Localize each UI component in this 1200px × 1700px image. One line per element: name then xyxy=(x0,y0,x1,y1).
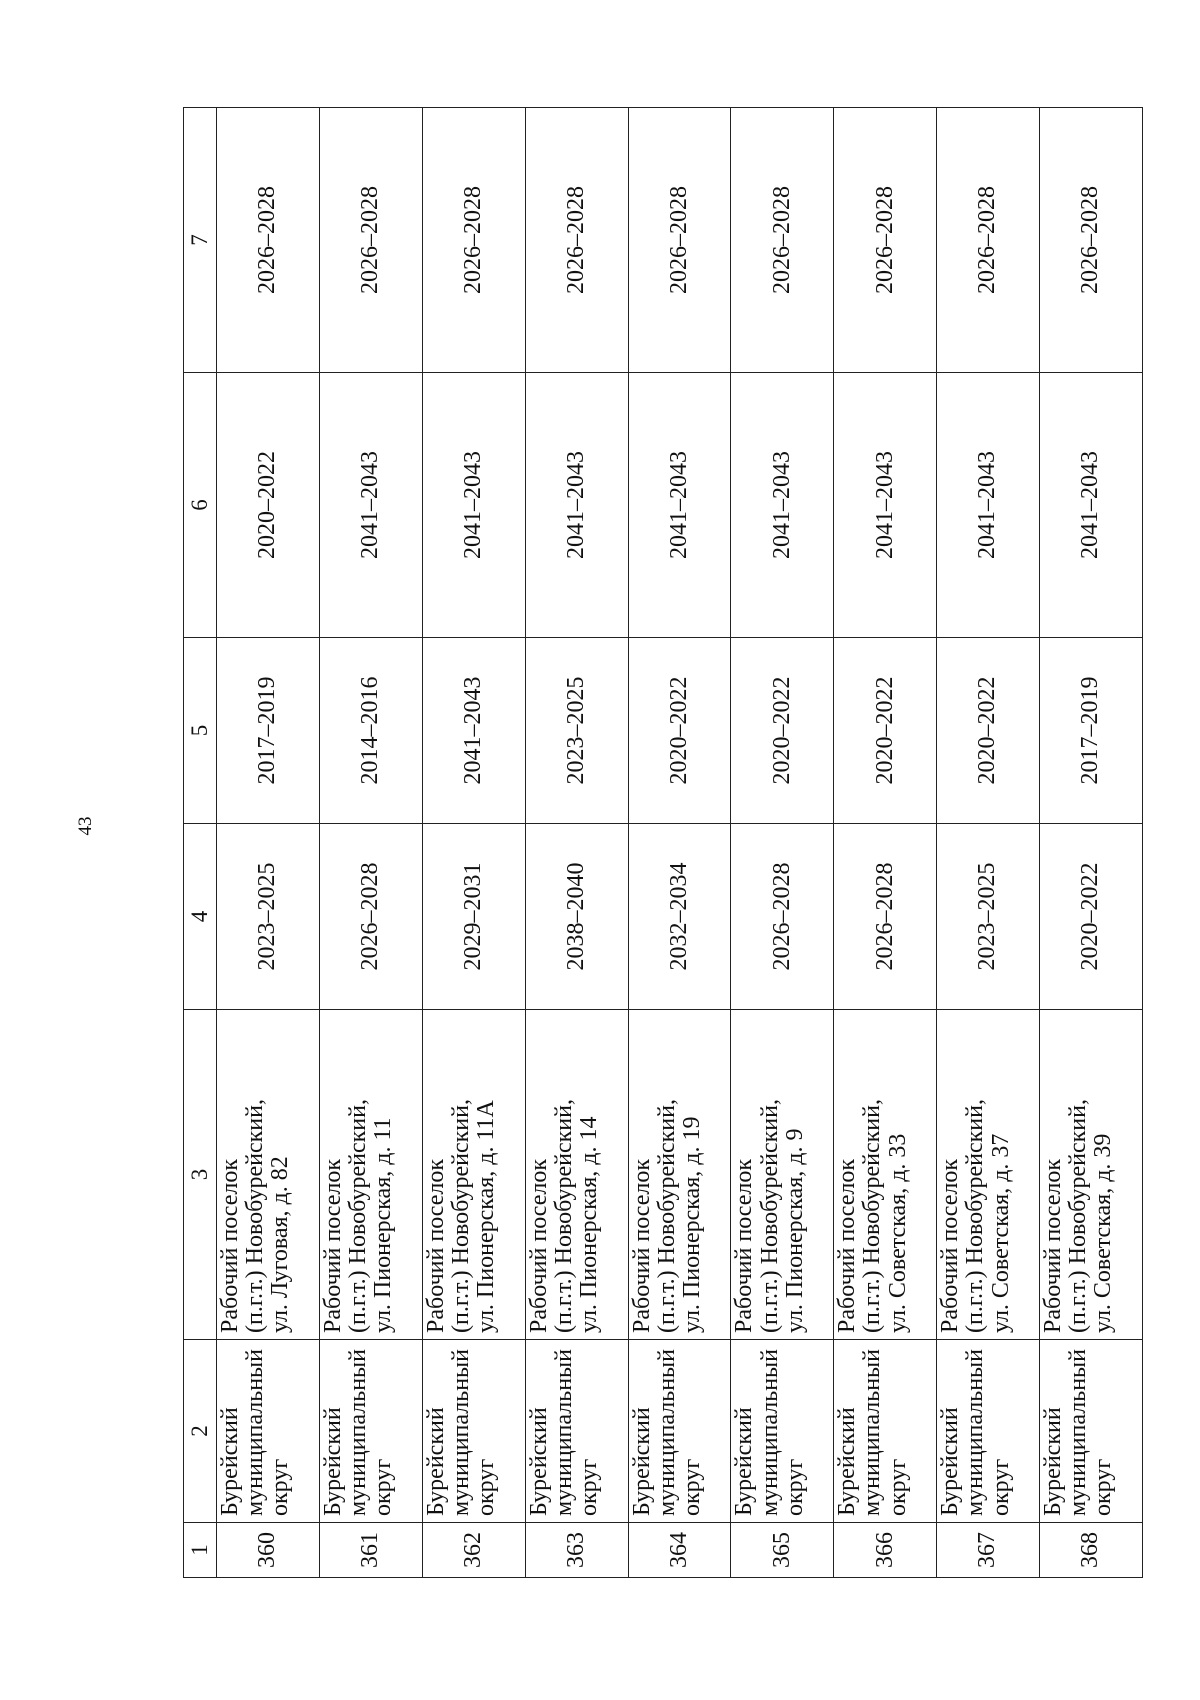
address-cell-line: Рабочий поселок xyxy=(217,1158,243,1333)
table-row xyxy=(628,108,731,1578)
period-col-5: 2020–2022 xyxy=(628,638,731,824)
district-cell xyxy=(937,1340,1040,1523)
address-cell-line: (п.г.т.) Новобурейский, xyxy=(1065,1099,1092,1333)
col-header-2: 2 xyxy=(184,1340,217,1523)
address-cell xyxy=(731,1010,834,1340)
district-cell-line: округ xyxy=(987,1458,1014,1516)
address-cell-line: ул. Пионерская, д. 11А xyxy=(473,1100,500,1333)
row-number: 361 xyxy=(319,1523,422,1578)
district-cell-line: муниципальный xyxy=(653,1348,680,1516)
period-col-5: 2020–2022 xyxy=(731,638,834,824)
period-col-4: 2029–2031 xyxy=(422,824,525,1010)
district-cell-line: округ xyxy=(267,1458,294,1516)
table-row xyxy=(1040,108,1143,1578)
row-number: 366 xyxy=(834,1523,937,1578)
table-row xyxy=(834,108,937,1578)
address-cell-line: ул. Пионерская, д. 11 xyxy=(370,1117,397,1333)
period-col-4: 2032–2034 xyxy=(628,824,731,1010)
district-cell-line: Бурейский xyxy=(628,1407,655,1516)
district-cell-line: Бурейский xyxy=(319,1407,346,1516)
district-cell-line: муниципальный xyxy=(1065,1348,1092,1516)
col-header-5: 5 xyxy=(184,638,217,824)
district-cell-line: муниципальный xyxy=(242,1348,269,1516)
period-col-6: 2020–2022 xyxy=(217,373,320,638)
table-row xyxy=(319,108,422,1578)
rotated-table-container xyxy=(183,108,1143,1578)
period-col-6: 2041–2043 xyxy=(834,373,937,638)
period-col-4: 2038–2040 xyxy=(525,824,628,1010)
housing-schedule-table xyxy=(183,107,1143,1578)
period-col-5: 2020–2022 xyxy=(937,638,1040,824)
address-cell-line: Рабочий поселок xyxy=(834,1158,861,1333)
district-cell xyxy=(422,1340,525,1523)
period-col-4: 2026–2028 xyxy=(731,824,834,1010)
header-row xyxy=(184,108,217,1578)
table-row xyxy=(937,108,1040,1578)
col-header-4: 4 xyxy=(184,824,217,1010)
period-col-6: 2041–2043 xyxy=(937,373,1040,638)
col-header-3: 3 xyxy=(184,1010,217,1340)
period-col-7: 2026–2028 xyxy=(628,108,731,373)
address-cell-line: (п.г.т.) Новобурейский, xyxy=(653,1099,680,1333)
address-cell xyxy=(628,1010,731,1340)
address-cell xyxy=(217,1010,320,1340)
period-col-7: 2026–2028 xyxy=(525,108,628,373)
district-cell xyxy=(834,1340,937,1523)
district-cell-line: муниципальный xyxy=(859,1348,886,1516)
address-cell-line: Рабочий поселок xyxy=(731,1158,758,1333)
address-cell-line: Рабочий поселок xyxy=(1040,1158,1066,1333)
address-cell xyxy=(525,1010,628,1340)
period-col-7: 2026–2028 xyxy=(937,108,1040,373)
district-cell xyxy=(217,1340,320,1523)
period-col-5: 2020–2022 xyxy=(834,638,937,824)
district-cell xyxy=(525,1340,628,1523)
address-cell-line: Рабочий поселок xyxy=(319,1158,346,1333)
address-cell-line: (п.г.т.) Новобурейский, xyxy=(550,1099,577,1333)
period-col-6: 2041–2043 xyxy=(628,373,731,638)
period-col-6: 2041–2043 xyxy=(525,373,628,638)
district-cell-line: муниципальный xyxy=(756,1348,783,1516)
address-cell xyxy=(319,1010,422,1340)
period-col-7: 2026–2028 xyxy=(319,108,422,373)
district-cell-line: Бурейский xyxy=(525,1407,552,1516)
col-header-7: 7 xyxy=(184,108,217,373)
district-cell-line: муниципальный xyxy=(962,1348,989,1516)
address-cell xyxy=(1040,1010,1143,1340)
period-col-4: 2026–2028 xyxy=(319,824,422,1010)
table-row xyxy=(422,108,525,1578)
address-cell-line: (п.г.т.) Новобурейский, xyxy=(242,1099,269,1333)
district-cell-line: округ xyxy=(884,1458,911,1516)
district-cell-line: Бурейский xyxy=(731,1407,758,1516)
district-cell-line: муниципальный xyxy=(345,1348,372,1516)
table-row xyxy=(731,108,834,1578)
address-cell-line: ул. Луговая, д. 82 xyxy=(267,1156,294,1333)
address-cell-line: ул. Пионерская, д. 19 xyxy=(678,1116,705,1333)
page-number: 43 xyxy=(75,816,96,836)
period-col-4: 2023–2025 xyxy=(937,824,1040,1010)
period-col-7: 2026–2028 xyxy=(422,108,525,373)
address-cell-line: (п.г.т.) Новобурейский, xyxy=(962,1099,989,1333)
address-cell xyxy=(422,1010,525,1340)
district-cell-line: Бурейский xyxy=(217,1407,243,1516)
district-cell-line: Бурейский xyxy=(834,1407,861,1516)
district-cell xyxy=(319,1340,422,1523)
district-cell-line: округ xyxy=(370,1458,397,1516)
period-col-4: 2023–2025 xyxy=(217,824,320,1010)
district-cell xyxy=(731,1340,834,1523)
table-row xyxy=(525,108,628,1578)
district-cell-line: округ xyxy=(781,1458,808,1516)
district-cell-line: округ xyxy=(1090,1458,1117,1516)
table-row xyxy=(217,108,320,1578)
district-cell-line: Бурейский xyxy=(422,1407,449,1516)
period-col-6: 2041–2043 xyxy=(319,373,422,638)
period-col-5: 2017–2019 xyxy=(1040,638,1143,824)
district-cell-line: Бурейский xyxy=(1040,1407,1066,1516)
district-cell xyxy=(1040,1340,1143,1523)
address-cell-line: (п.г.т.) Новобурейский, xyxy=(447,1099,474,1333)
col-header-1: 1 xyxy=(184,1523,217,1578)
period-col-7: 2026–2028 xyxy=(731,108,834,373)
district-cell xyxy=(628,1340,731,1523)
address-cell-line: ул. Советская, д. 39 xyxy=(1090,1133,1117,1333)
address-cell-line: ул. Пионерская, д. 14 xyxy=(576,1116,602,1333)
address-cell xyxy=(834,1010,937,1340)
address-cell-line: Рабочий поселок xyxy=(422,1158,449,1333)
address-cell-line: ул. Советская, д. 33 xyxy=(884,1133,911,1333)
address-cell xyxy=(937,1010,1040,1340)
row-number: 363 xyxy=(525,1523,628,1578)
address-cell-line: ул. Советская, д. 37 xyxy=(987,1133,1014,1333)
row-number: 364 xyxy=(628,1523,731,1578)
period-col-4: 2020–2022 xyxy=(1040,824,1143,1010)
table-body xyxy=(217,108,1143,1578)
address-cell-line: ул. Пионерская, д. 9 xyxy=(781,1128,808,1333)
row-number: 362 xyxy=(422,1523,525,1578)
period-col-6: 2041–2043 xyxy=(422,373,525,638)
row-number: 368 xyxy=(1040,1523,1143,1578)
period-col-5: 2014–2016 xyxy=(319,638,422,824)
period-col-7: 2026–2028 xyxy=(834,108,937,373)
district-cell-line: округ xyxy=(473,1458,500,1516)
period-col-5: 2017–2019 xyxy=(217,638,320,824)
row-number: 367 xyxy=(937,1523,1040,1578)
address-cell-line: Рабочий поселок xyxy=(525,1158,552,1333)
address-cell-line: Рабочий поселок xyxy=(628,1158,655,1333)
district-cell-line: Бурейский xyxy=(937,1407,964,1516)
period-col-6: 2041–2043 xyxy=(731,373,834,638)
row-number: 360 xyxy=(217,1523,320,1578)
period-col-5: 2041–2043 xyxy=(422,638,525,824)
col-header-6: 6 xyxy=(184,373,217,638)
district-cell-line: округ xyxy=(576,1458,602,1516)
period-col-7: 2026–2028 xyxy=(217,108,320,373)
period-col-4: 2026–2028 xyxy=(834,824,937,1010)
district-cell-line: муниципальный xyxy=(447,1348,474,1516)
district-cell-line: муниципальный xyxy=(550,1348,577,1516)
period-col-6: 2041–2043 xyxy=(1040,373,1143,638)
address-cell-line: (п.г.т.) Новобурейский, xyxy=(756,1099,783,1333)
row-number: 365 xyxy=(731,1523,834,1578)
district-cell-line: округ xyxy=(678,1458,705,1516)
address-cell-line: (п.г.т.) Новобурейский, xyxy=(345,1099,372,1333)
address-cell-line: (п.г.т.) Новобурейский, xyxy=(859,1099,886,1333)
address-cell-line: Рабочий поселок xyxy=(937,1158,964,1333)
period-col-5: 2023–2025 xyxy=(525,638,628,824)
period-col-7: 2026–2028 xyxy=(1040,108,1143,373)
